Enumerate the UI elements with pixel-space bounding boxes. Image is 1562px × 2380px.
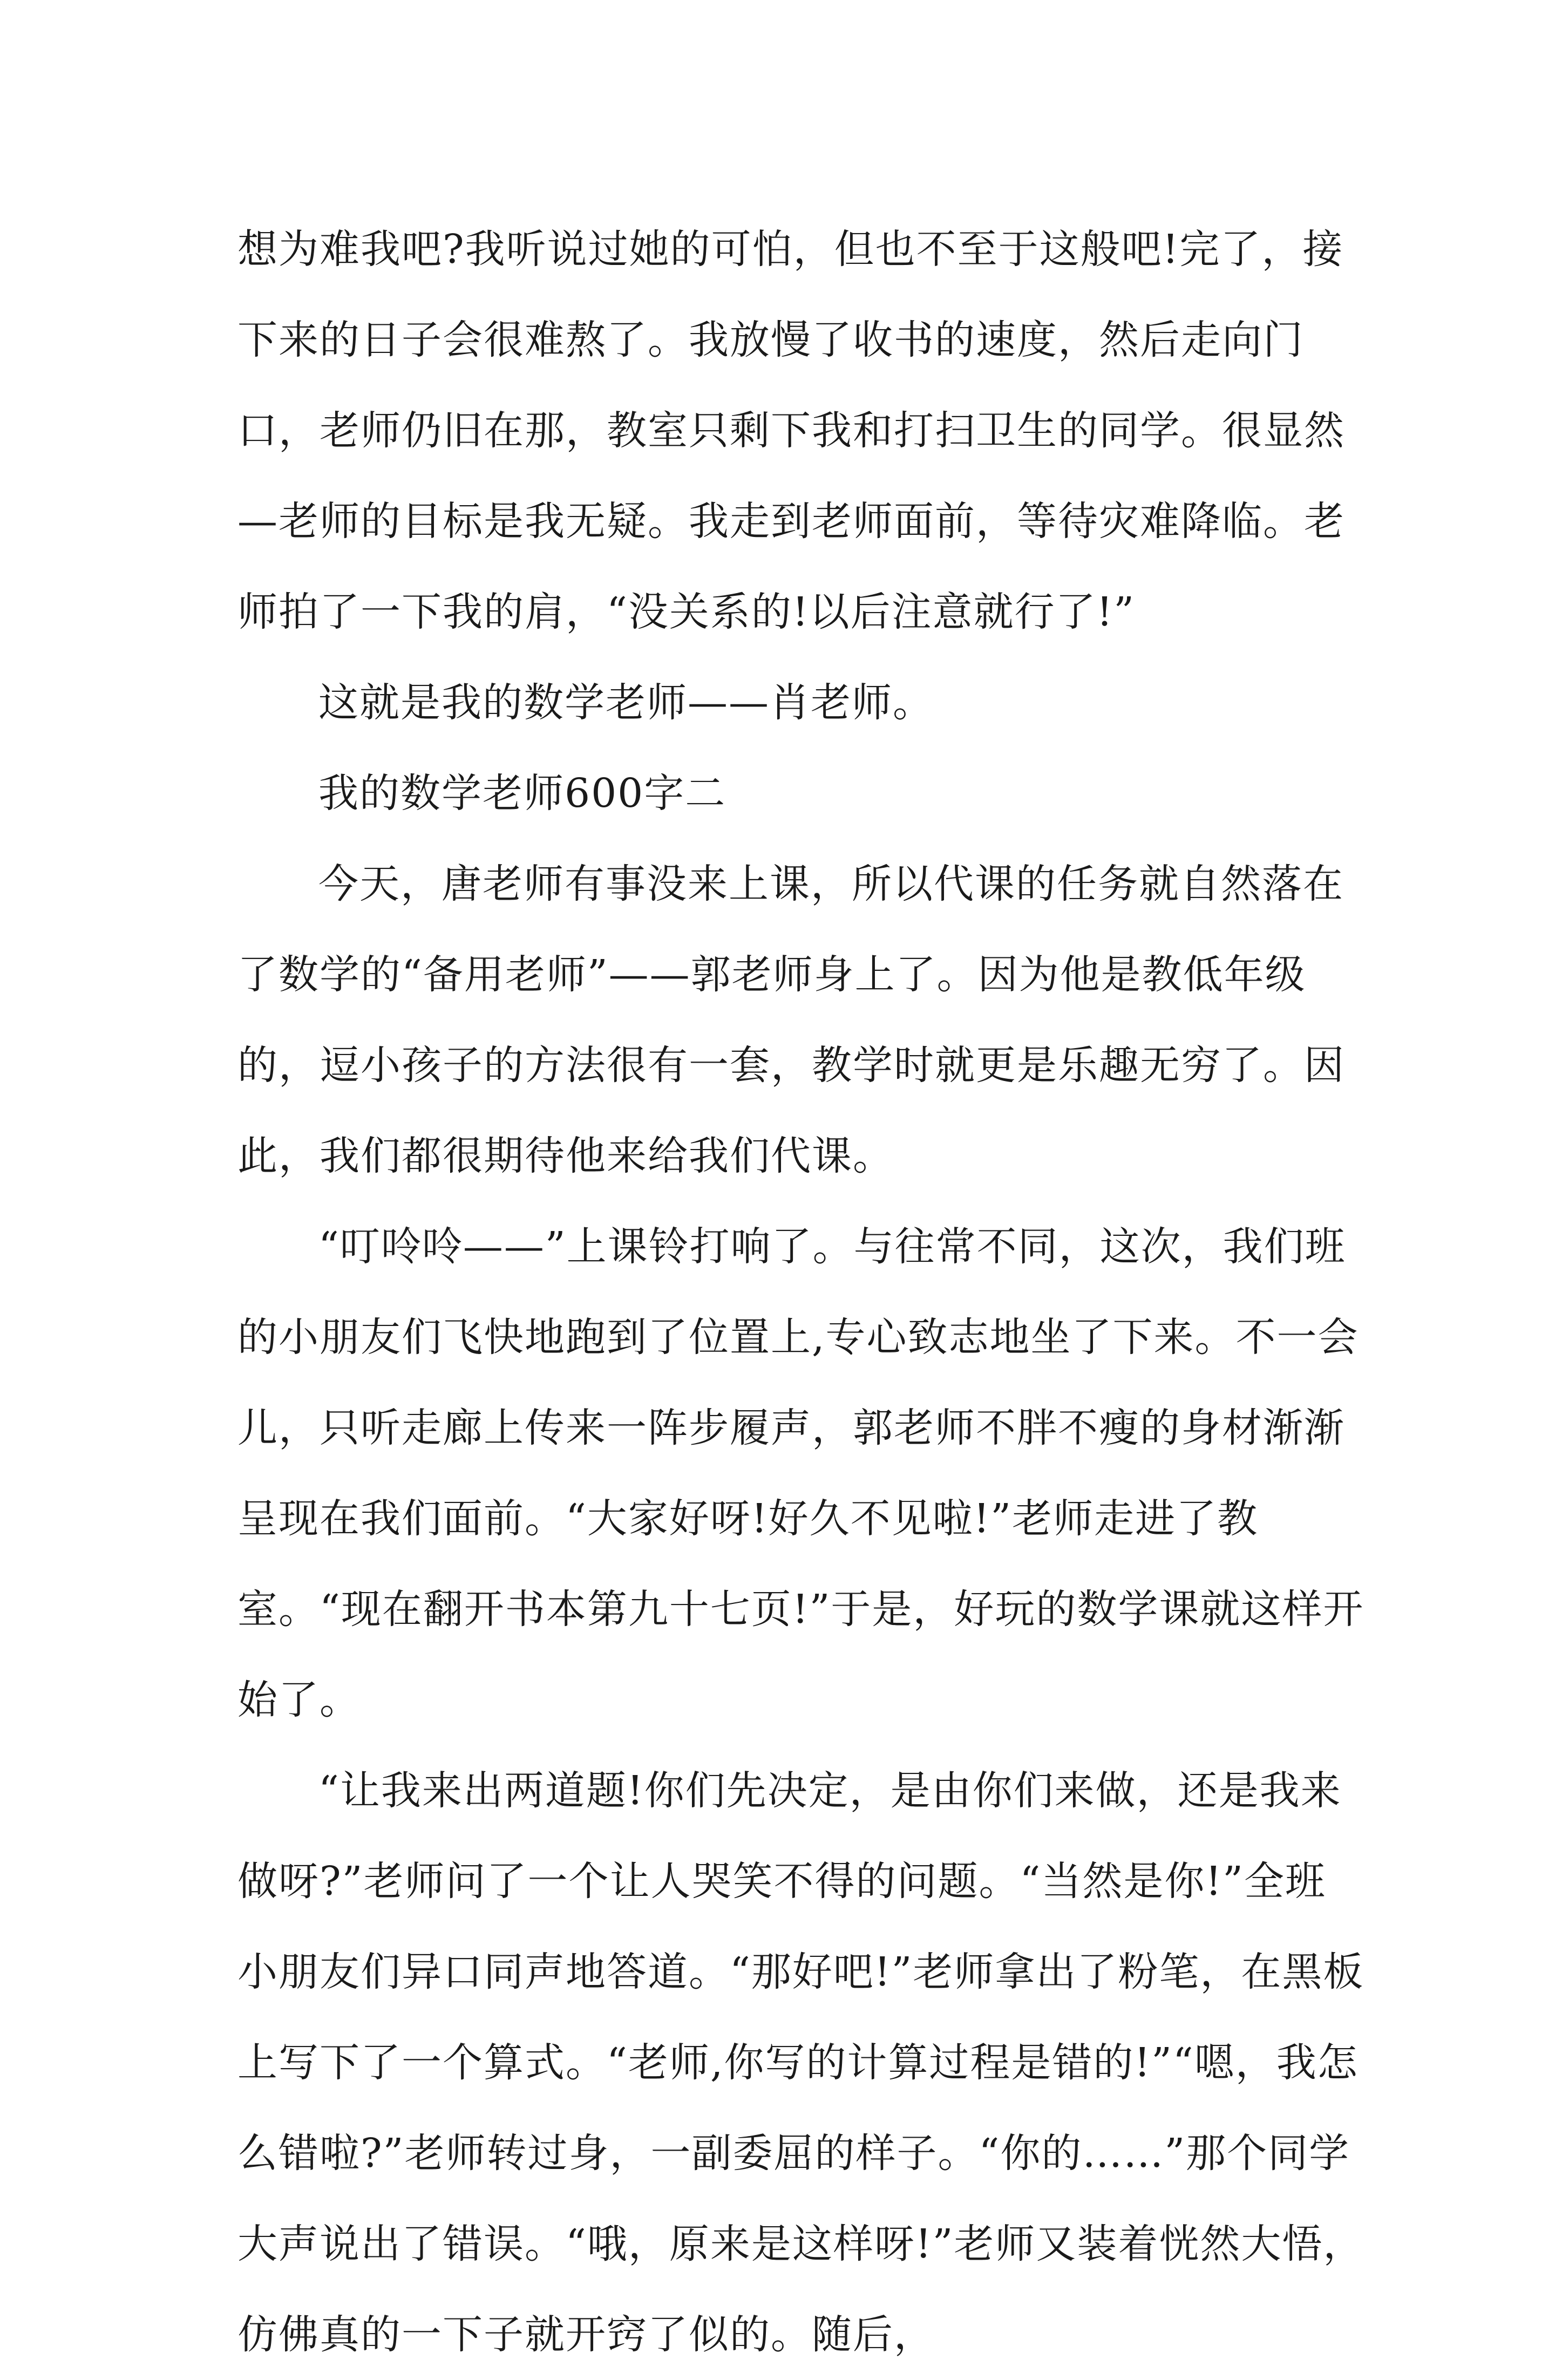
paragraph-1: 想为难我吧?我听说过她的可怕，但也不至于这般吧!完了，接下来的日子会很难熬了。我放慢了收书的速度，然后走向门口，老师仍旧在那，教室只剩下我和打扫卫生的同学。很显然—老师的目标是我无疑。我走到老师面前，等待灾难降临。老师拍了一下我的肩，“没关系的!以后注意就行了!” (237, 226, 1345, 635)
section-heading: 我的数学老师600字二 (318, 770, 726, 817)
paragraph-5: “让我来出两道题!你们先决定，是由你们来做，还是我来做呀?”老师问了一个让人哭笑不得的问题。“当然是你!”全班小朋友们异口同声地答道。“那好吧!”老师拿出了粉笔，在黑板上写下了一个算式。“老师,你写的计算过程是错的!”“嗯，我怎么错啦?”老师转过身，一副委屈的样子。“你的……”那个同学大声说出了错误。“哦，原来是这样呀!”老师又装着恍然大悟，仿佛真的一下子就开窍了似的。随后， (237, 1767, 1364, 2358)
paragraph-3: 今天，唐老师有事没来上课，所以代课的任务就自然落在了数学的“备用老师”——郭老师身上了。因为他是教低年级的，逗小孩子的方法很有一套，教学时就更是乐趣无穷了。因此，我们都很期待他来给我们代课。 (237, 861, 1345, 1179)
paragraph-4: “叮呤呤——”上课铃打响了。与往常不同，这次，我们班的小朋友们飞快地跑到了位置上,专心致志地坐了下来。不一会儿，只听走廊上传来一阵步履声，郭老师不胖不瘦的身材渐渐呈现在我们面前。“大家好呀!好久不见啦!”老师走进了教室。“现在翻开书本第九十七页!”于是，好玩的数学课就这样开始了。 (237, 1223, 1364, 1723)
document-body (237, 204, 1366, 2380)
paragraph-2: 这就是我的数学老师——肖老师。 (318, 679, 934, 726)
